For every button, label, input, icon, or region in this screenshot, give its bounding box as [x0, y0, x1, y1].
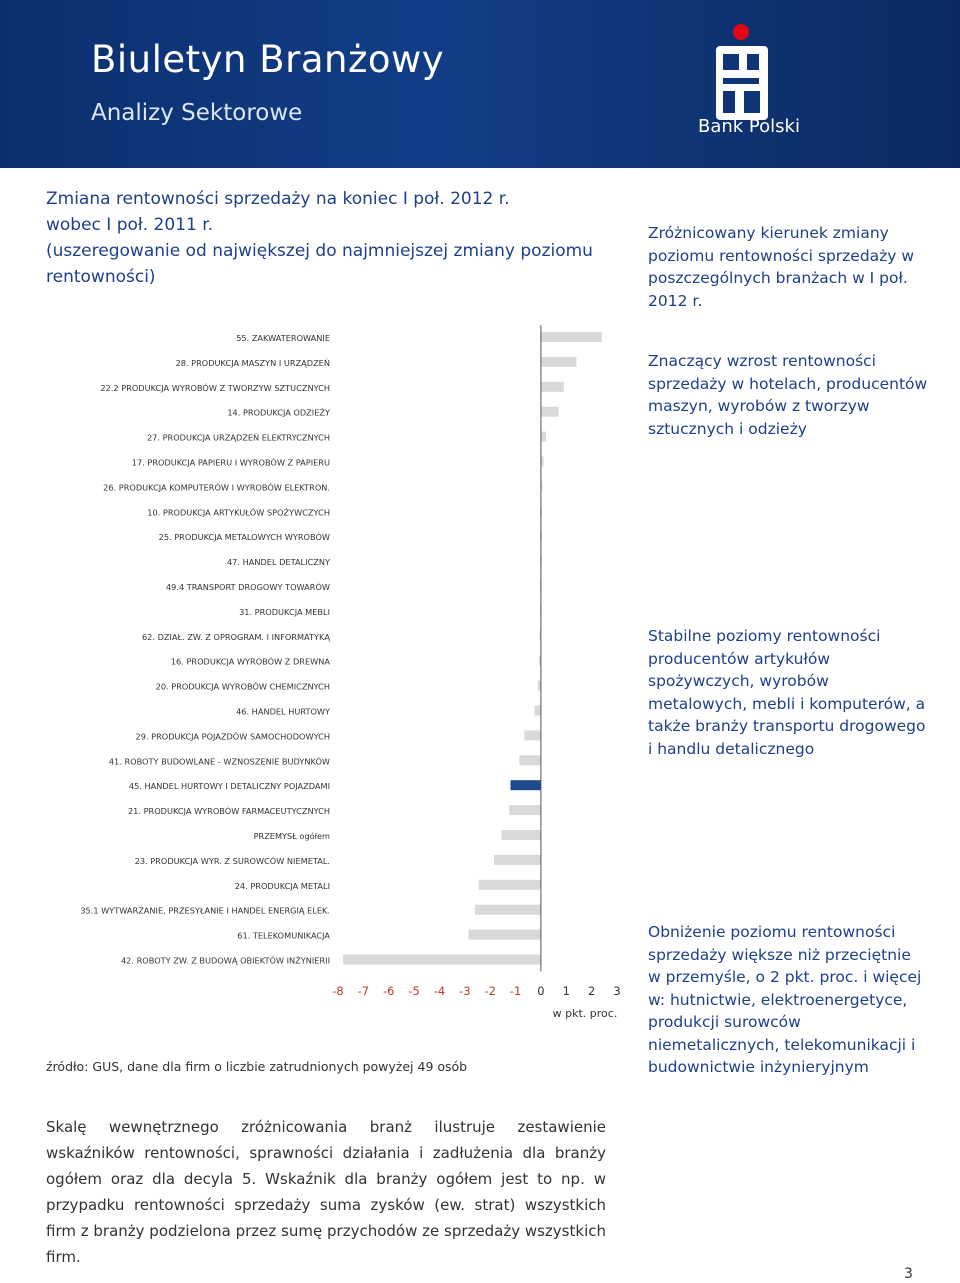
- profitability-bar-chart: [0, 320, 640, 1040]
- x-tick-label: 2: [587, 984, 596, 998]
- x-tick-label: 0: [537, 984, 545, 998]
- bar: [479, 880, 541, 890]
- category-label: PRZEMYSŁ ogółem: [253, 831, 330, 841]
- category-label: 21. PRODUKCJA WYROBÓW FARMACEUTYCZNYCH: [127, 806, 330, 817]
- category-label: 47. HANDEL DETALICZNY: [226, 557, 330, 568]
- category-label: 62. DZIAŁ. ZW. Z OPROGRAM. I INFORMATYKĄ: [141, 631, 330, 642]
- side-note-1: Zróżnicowany kierunek zmiany poziomu rentowności sprzedaży w poszczególnych branżach w I poł. 2012 r.: [648, 224, 915, 310]
- side-note-3: Stabilne poziomy rentowności producentów artykułów spożywczych, wyrobów metalowych, mebli i komputerów, a także branży transportu drogowego i handlu detalicznego: [648, 627, 926, 758]
- x-tick-label: -5: [408, 984, 420, 998]
- category-label: 49.4 TRANSPORT DROGOWY TOWARÓW: [165, 582, 330, 592]
- x-axis-label: w pkt. proc.: [552, 1007, 618, 1020]
- bar: [343, 955, 541, 965]
- category-label: 26. PRODUKCJA KOMPUTERÓW I WYROBÓW ELEKTRON.: [103, 482, 330, 493]
- x-tick-label: 1: [562, 984, 570, 998]
- bar: [524, 730, 540, 740]
- category-label: 10. PRODUKCJA ARTYKUŁÓW SPOŻYWCZYCH: [147, 507, 330, 518]
- bar: [494, 855, 541, 865]
- x-tick-label: 3: [613, 984, 621, 998]
- x-tick-label: -1: [509, 984, 522, 998]
- category-label: 23. PRODUKCJA WYR. Z SUROWCÓW NIEMETAL.: [134, 855, 330, 866]
- bar: [475, 905, 541, 915]
- chart-title: [46, 186, 606, 290]
- bar: [535, 706, 541, 716]
- category-label: 55. ZAKWATEROWANIE: [236, 333, 330, 343]
- category-label: 14. PRODUKCJA ODZIEŻY: [227, 407, 330, 418]
- chart-title-line: (uszeregowanie od największej do najmniejszej zmiany poziomu rentowności): [46, 241, 593, 287]
- category-label: 17. PRODUKCJA PAPIERU I WYROBÓW Z PAPIERU: [131, 457, 330, 468]
- x-tick-label: -4: [433, 984, 446, 998]
- bar: [541, 332, 602, 342]
- x-tick-label: -3: [459, 984, 471, 998]
- category-label: 46. HANDEL HURTOWY: [236, 706, 330, 717]
- bar: [519, 755, 541, 765]
- chart-title-line: Zmiana rentowności sprzedaży na koniec I poł. 2012 r.: [46, 189, 510, 209]
- bar: [469, 930, 541, 940]
- x-tick-label: -7: [357, 984, 370, 998]
- page-header: [0, 0, 960, 168]
- category-label: 20. PRODUKCJA WYROBÓW CHEMICZNYCH: [155, 681, 330, 692]
- category-label: 35.1 WYTWARZANIE, PRZESYŁANIE I HANDEL ENERGIĄ ELEK.: [80, 905, 330, 916]
- bar: [502, 830, 541, 840]
- bar: [541, 432, 546, 442]
- category-label: 31. PRODUKCJA MEBLI: [239, 606, 330, 617]
- body-paragraph: Skalę wewnętrznego zróżnicowania branż ilustruje zestawienie wskaźników rentowności, sprawności działania i zadłużenia dla branży ogółem oraz dla decyla 5. Wskaźnik dla branży ogółem jest to np. w przypadku rentowności sprzedaży suma zysków (ew. strat) wszystkich firm z branży podzielona przez sumę przychodów ze sprzedaży wszystkich firm.: [46, 1118, 606, 1266]
- category-label: 16. PRODUKCJA WYROBÓW Z DREWNA: [170, 656, 330, 667]
- bank-name: Bank Polski: [698, 116, 800, 137]
- bulletin-subtitle: Analizy Sektorowe: [91, 100, 303, 126]
- source-note: źródło: GUS, dane dla firm o liczbie zatrudnionych powyżej 49 osób: [46, 1059, 468, 1074]
- x-tick-label: -2: [484, 984, 496, 998]
- category-label: 22.2 PRODUKCJA WYROBÓW Z TWORZYW SZTUCZNYCH: [100, 382, 330, 393]
- bar: [541, 382, 564, 392]
- category-label: 41. ROBOTY BUDOWLANE - WZNOSZENIE BUDYNKÓW: [108, 756, 330, 767]
- category-label: 24. PRODUKCJA METALI: [234, 880, 330, 891]
- bar: [541, 407, 559, 417]
- chart-title-line: wobec I poł. 2011 r.: [46, 215, 214, 235]
- category-label: 27. PRODUKCJA URZĄDZEŃ ELEKTRYCZNYCH: [146, 432, 330, 443]
- category-label: 45. HANDEL HURTOWY I DETALICZNY POJAZDAMI: [128, 781, 330, 792]
- category-label: 28. PRODUKCJA MASZYN I URZĄDZEŃ: [175, 357, 330, 368]
- side-note-2: Znaczący wzrost rentowności sprzedaży w hotelach, producentów maszyn, wyrobów z tworzyw sztucznych i odzieży: [648, 352, 928, 438]
- side-note-4: Obniżenie poziomu rentowności sprzedaży większe niż przeciętnie w przemyśle, o 2 pkt. proc. i więcej w: hutnictwie, elektroenergetyce, produkcji surowców niemetalicznych, telekomunikacji i budownictwie inżynieryjnym: [648, 923, 922, 1076]
- page-number: 3: [904, 1266, 913, 1282]
- bar: [510, 780, 540, 790]
- category-label: 61. TELEKOMUNIKACJA: [237, 930, 330, 941]
- bulletin-title: Biuletyn Branżowy: [91, 38, 445, 81]
- category-label: 25. PRODUKCJA METALOWYCH WYROBÓW: [158, 532, 330, 543]
- bar: [509, 805, 541, 815]
- category-label: 29. PRODUKCJA POJAZDÓW SAMOCHODOWYCH: [135, 731, 330, 742]
- bar: [541, 357, 577, 367]
- category-label: 42. ROBOTY ZW. Z BUDOWĄ OBIEKTÓW INŻYNIERII: [120, 955, 330, 966]
- x-tick-label: -8: [332, 984, 344, 998]
- x-tick-label: -6: [382, 984, 395, 998]
